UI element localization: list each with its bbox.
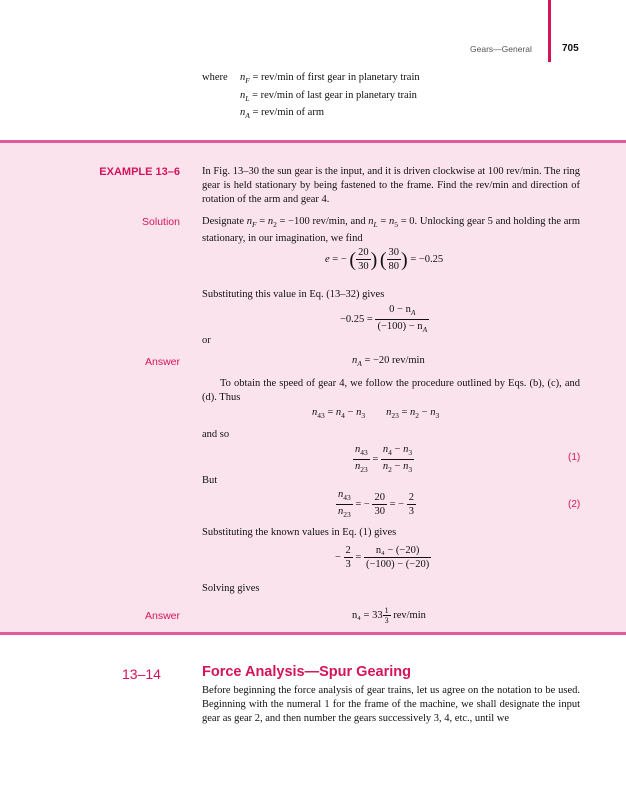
equation-3: − $\frac{2}{3}$ = $\frac{\text{n₄ − (−20)}}{(-100) - (-20)}$	[335, 545, 430, 570]
answer-2: n₄ = 33 $\frac{1}{3}$ rev/min	[352, 606, 426, 625]
equation-e: e = − ( $\frac{20}{30}$ ) ( $\frac{30}{80}$ ) = −0.25	[325, 247, 444, 272]
example-label: EXAMPLE 13–6	[99, 166, 180, 178]
section-body: Before beginning the force analysis of gear trains, let us agree on the notation to be used. Beginning with the numeral 1 for the frame of the machine, we shall designate the input gear as gear 2, and then number the gears successively 3, 4, etc., until we	[202, 685, 580, 724]
answer-1: $n_A = -20$ rev/min	[352, 355, 425, 369]
header-rule	[548, 0, 551, 62]
example-statement: In Fig. 13–30 the sun gear is the input, and it is driven clockwise at 100 rev/min. The ring gear is held stationary by being fastened to the frame. Find the rev/min and direction of rotation of the arm and gear 4.	[202, 166, 580, 205]
equation-1-number: (1)	[568, 452, 581, 463]
page-number: 705	[562, 43, 579, 54]
and-so-text: and so	[202, 429, 230, 440]
equation-substitute: −0.25 = $\frac{0 - n_A}{(-100) - n_A}$	[340, 304, 428, 335]
equation-2-number: (2)	[568, 499, 581, 510]
example-top-band	[0, 140, 626, 143]
equation-1: $\frac{n_{43}}{n_{23}}$ = $\frac{n_4 - n_3}{n_2 - n_3}$	[355, 444, 413, 475]
where-line-2: $n_L = rev/\min$ of last gear in planetary train	[240, 90, 417, 104]
substitute-text: Substituting this value in Eq. (13–32) gives	[202, 289, 385, 300]
solving-text: Solving gives	[202, 583, 260, 594]
example-bottom-band	[0, 632, 626, 635]
or-text: or	[202, 335, 211, 346]
but-text: But	[202, 475, 218, 486]
answer-label-2: Answer	[144, 610, 180, 622]
where-lead: where	[202, 72, 228, 83]
equation-2: $\frac{n_{43}}{n_{23}}$ = − $\frac{20}{30}$ = − $\frac{2}{3}$	[338, 489, 414, 520]
running-header: Gears—General	[470, 44, 532, 54]
equation-n43-n23: $n_{43} = n_4 - n_3$ $n_{23} = n_2 - n_3$	[312, 407, 440, 421]
solution-label: Solution	[142, 216, 180, 228]
where-line-3: $n_A = rev/\min$ of arm	[240, 107, 324, 121]
substitute-known-text: Substituting the known values in Eq. (1) gives	[202, 527, 397, 538]
section-number: 13–14	[122, 666, 161, 682]
where-line-1: $n_F = rev/\min$ of first gear in planetary train	[240, 72, 420, 86]
speed-paragraph: To obtain the speed of gear 4, we follow the procedure outlined by Eqs. (b), (c), and (d). Thus	[202, 378, 580, 403]
solution-paragraph: Designate $n_F = n_2 = -100$ rev/min, and $n_L = n_5 = 0$. Unlocking gear 5 and holding the arm stationary, in our imagination, we find	[202, 216, 581, 245]
section-title: Force Analysis—Spur Gearing	[202, 664, 411, 680]
answer-label-1: Answer	[144, 356, 180, 368]
